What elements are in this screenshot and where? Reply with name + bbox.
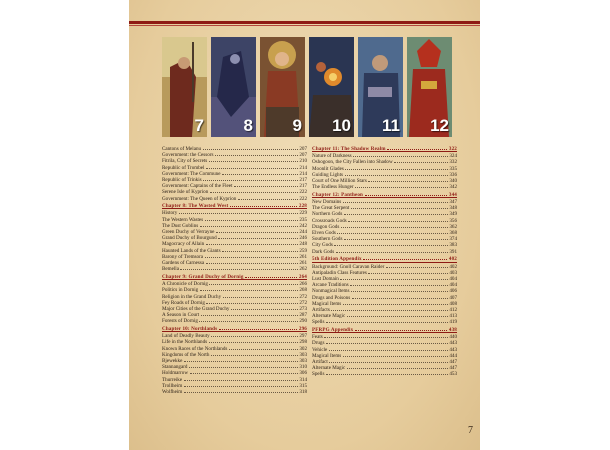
5e-appendix-block bbox=[312, 255, 457, 324]
toc-entry[interactable]: Background: Gnoll Caravan Raider 402 bbox=[312, 263, 457, 270]
toc-entry[interactable]: Religion in the Grand Duchy 272 bbox=[162, 293, 307, 300]
chapter-heading[interactable]: Chapter 8: The Wasted West 228 bbox=[162, 203, 307, 210]
page-number: 7 bbox=[468, 425, 473, 436]
toc-entry[interactable]: The Western Wastes 235 bbox=[162, 216, 307, 223]
toc-entry[interactable]: Haunted Lands of the Giants 259 bbox=[162, 247, 307, 254]
toc-entry[interactable]: Republic of Trombel 214 bbox=[162, 164, 307, 171]
chapter-heading[interactable]: Chapter 9: Grand Duchy of Dornig 264 bbox=[162, 273, 307, 280]
toc-entry[interactable]: Magical Items 444 bbox=[312, 352, 457, 359]
chapter-heading[interactable]: Chapter 11: The Shadow Realm 322 bbox=[312, 146, 457, 152]
toc-entry[interactable]: Wolfheim 318 bbox=[162, 388, 307, 395]
toc-entry[interactable]: Grand Duchy of Bourgund 246 bbox=[162, 235, 307, 242]
toc-entry[interactable]: Elven Gods 368 bbox=[312, 230, 457, 237]
toc-entry[interactable]: Cantons of Melanu 207 bbox=[162, 146, 307, 152]
toc-entry[interactable]: Kingdoms of the North 303 bbox=[162, 351, 307, 358]
toc-entry[interactable]: Crossroads Gods 356 bbox=[312, 217, 457, 224]
toc-entry[interactable]: Thurreike 314 bbox=[162, 376, 307, 383]
thumbnail-chapter-11[interactable] bbox=[358, 37, 403, 137]
chapter-9-block bbox=[162, 273, 307, 324]
chapter-11-block bbox=[312, 145, 457, 189]
toc-entry[interactable]: Arcane Traditions 404 bbox=[312, 282, 457, 289]
toc-entry[interactable]: Moonlit Glades 335 bbox=[312, 165, 457, 172]
toc-continued-block bbox=[162, 145, 307, 201]
toc-entry[interactable]: Vehicle 443 bbox=[312, 346, 457, 353]
toc-entry[interactable]: Holdmarrow 306 bbox=[162, 370, 307, 377]
toc-entry[interactable]: Spells 453 bbox=[312, 371, 457, 378]
thumbnail-chapter-8[interactable] bbox=[211, 37, 256, 137]
toc-entry[interactable]: Government: the Cessors 207 bbox=[162, 152, 307, 159]
toc-entry[interactable]: Guiding Lights 336 bbox=[312, 171, 457, 178]
toc-entry[interactable]: Dark Gods 391 bbox=[312, 248, 457, 255]
thumbnail-chapter-10[interactable] bbox=[309, 37, 354, 137]
pfrpg-appendix-block bbox=[312, 326, 457, 377]
toc-entry[interactable]: Politics in Dornig 268 bbox=[162, 287, 307, 294]
toc-entry[interactable]: A Season in Court 287 bbox=[162, 312, 307, 319]
toc-entry[interactable]: Magical Items 408 bbox=[312, 300, 457, 307]
toc-entry[interactable]: Court of One Million Stars 340 bbox=[312, 177, 457, 184]
toc-entry[interactable]: Drugs and Poisons 407 bbox=[312, 294, 457, 301]
toc-entry[interactable]: Antipaladin Class Features 403 bbox=[312, 269, 457, 276]
toc-entry[interactable]: History 229 bbox=[162, 210, 307, 217]
toc-entry[interactable]: Land of Deadly Beauty 297 bbox=[162, 333, 307, 340]
chapter-heading[interactable]: Chapter 12: Pantheon 344 bbox=[312, 191, 457, 198]
chapter-12-block bbox=[312, 191, 457, 254]
toc-entry[interactable]: Trollheim 315 bbox=[162, 382, 307, 389]
toc-entry[interactable]: Magocracy of Allain 248 bbox=[162, 241, 307, 248]
toc-entry[interactable]: Barony of Tremsora 261 bbox=[162, 253, 307, 260]
toc-entry[interactable]: Stannangard 310 bbox=[162, 364, 307, 371]
toc-entry[interactable]: City Gods 383 bbox=[312, 242, 457, 249]
toc-entry[interactable]: Oshogoon, the City Fallen into Shadow 332 bbox=[312, 159, 457, 166]
toc-entry[interactable]: Artifact 447 bbox=[312, 358, 457, 365]
toc-entry[interactable]: Major Cities of the Grand Duchy 273 bbox=[162, 305, 307, 312]
chapter-heading[interactable]: PFRPG Appendix 438 bbox=[312, 327, 457, 334]
chapter-10-block bbox=[162, 325, 307, 394]
chapter-heading[interactable]: Chapter 10: Northlands 296 bbox=[162, 326, 307, 333]
toc-entry[interactable]: The Great Serpent 348 bbox=[312, 205, 457, 212]
toc-entry[interactable]: Bemella 262 bbox=[162, 266, 307, 273]
toc-entry[interactable]: The Dust Goblins 242 bbox=[162, 222, 307, 229]
thumbnail-number: 9 bbox=[292, 116, 302, 135]
thumbnail-number: 8 bbox=[243, 116, 253, 135]
toc-entry[interactable]: Green Duchy of Verrayne 244 bbox=[162, 229, 307, 236]
top-rule bbox=[129, 21, 480, 24]
toc-entry[interactable]: Government: The Commune 214 bbox=[162, 170, 307, 177]
toc-left-column bbox=[162, 145, 307, 394]
thumbnail-chapter-12[interactable] bbox=[407, 37, 452, 137]
toc-entry[interactable]: Nature of Darkness 324 bbox=[312, 153, 457, 160]
toc-entry[interactable]: Government: Captains of the Fleet 217 bbox=[162, 183, 307, 190]
toc-entry[interactable]: Alternate Magic 447 bbox=[312, 365, 457, 372]
toc-entry[interactable]: Government: The Queen of Kyprion 222 bbox=[162, 195, 307, 202]
toc-entry[interactable]: Serene Isle of Kyprion 222 bbox=[162, 189, 307, 196]
toc-entry[interactable]: Northern Gods 349 bbox=[312, 211, 457, 218]
chapter-8-block bbox=[162, 202, 307, 271]
toc-entry[interactable]: Drugs 443 bbox=[312, 340, 457, 347]
toc-entry[interactable]: Nonmagical Items 406 bbox=[312, 288, 457, 295]
toc-entry[interactable]: Bjewekke 303 bbox=[162, 357, 307, 364]
thumbnail-number: 11 bbox=[382, 116, 400, 135]
thumbnail-chapter-9[interactable] bbox=[260, 37, 305, 137]
toc-entry[interactable]: Lust Domain 404 bbox=[312, 275, 457, 282]
chapter-thumbnails bbox=[162, 37, 452, 137]
toc-entry[interactable]: Forests of Dornig 290 bbox=[162, 318, 307, 325]
book-page bbox=[129, 0, 480, 450]
toc-entry[interactable]: Republic of Trinkis 217 bbox=[162, 176, 307, 183]
chapter-heading[interactable]: 5th Edition Appendix 402 bbox=[312, 256, 457, 263]
toc-entry[interactable]: Fey Roads of Dornig 272 bbox=[162, 299, 307, 306]
toc-entry[interactable]: Southern Gods 374 bbox=[312, 236, 457, 243]
toc-entry[interactable]: Known Races of the Northlands 302 bbox=[162, 345, 307, 352]
top-rule-thin bbox=[129, 25, 480, 26]
thumbnail-number: 12 bbox=[430, 116, 449, 135]
thumbnail-chapter-7[interactable] bbox=[162, 37, 207, 137]
toc-entry[interactable]: Fitrila, City of Secrets 210 bbox=[162, 158, 307, 165]
toc-entry[interactable]: Feats 440 bbox=[312, 334, 457, 341]
toc-entry[interactable]: Spells 419 bbox=[312, 319, 457, 326]
toc-entry[interactable]: Alternate Magic 413 bbox=[312, 313, 457, 320]
toc-entry[interactable]: Life in the Northlands 298 bbox=[162, 339, 307, 346]
toc-entry[interactable]: Dragon Gods 362 bbox=[312, 223, 457, 230]
toc-entry[interactable]: Gardens of Carnessa 261 bbox=[162, 259, 307, 266]
toc-right-column bbox=[312, 145, 457, 377]
toc-entry[interactable]: New Domains 347 bbox=[312, 199, 457, 206]
thumbnail-number: 10 bbox=[332, 116, 351, 135]
toc-entry[interactable]: Artifacts 412 bbox=[312, 306, 457, 313]
toc-entry[interactable]: A Chronicle of Dornig 266 bbox=[162, 281, 307, 288]
thumbnail-number: 7 bbox=[194, 116, 204, 135]
toc-entry[interactable]: The Endless Hunger 342 bbox=[312, 184, 457, 191]
